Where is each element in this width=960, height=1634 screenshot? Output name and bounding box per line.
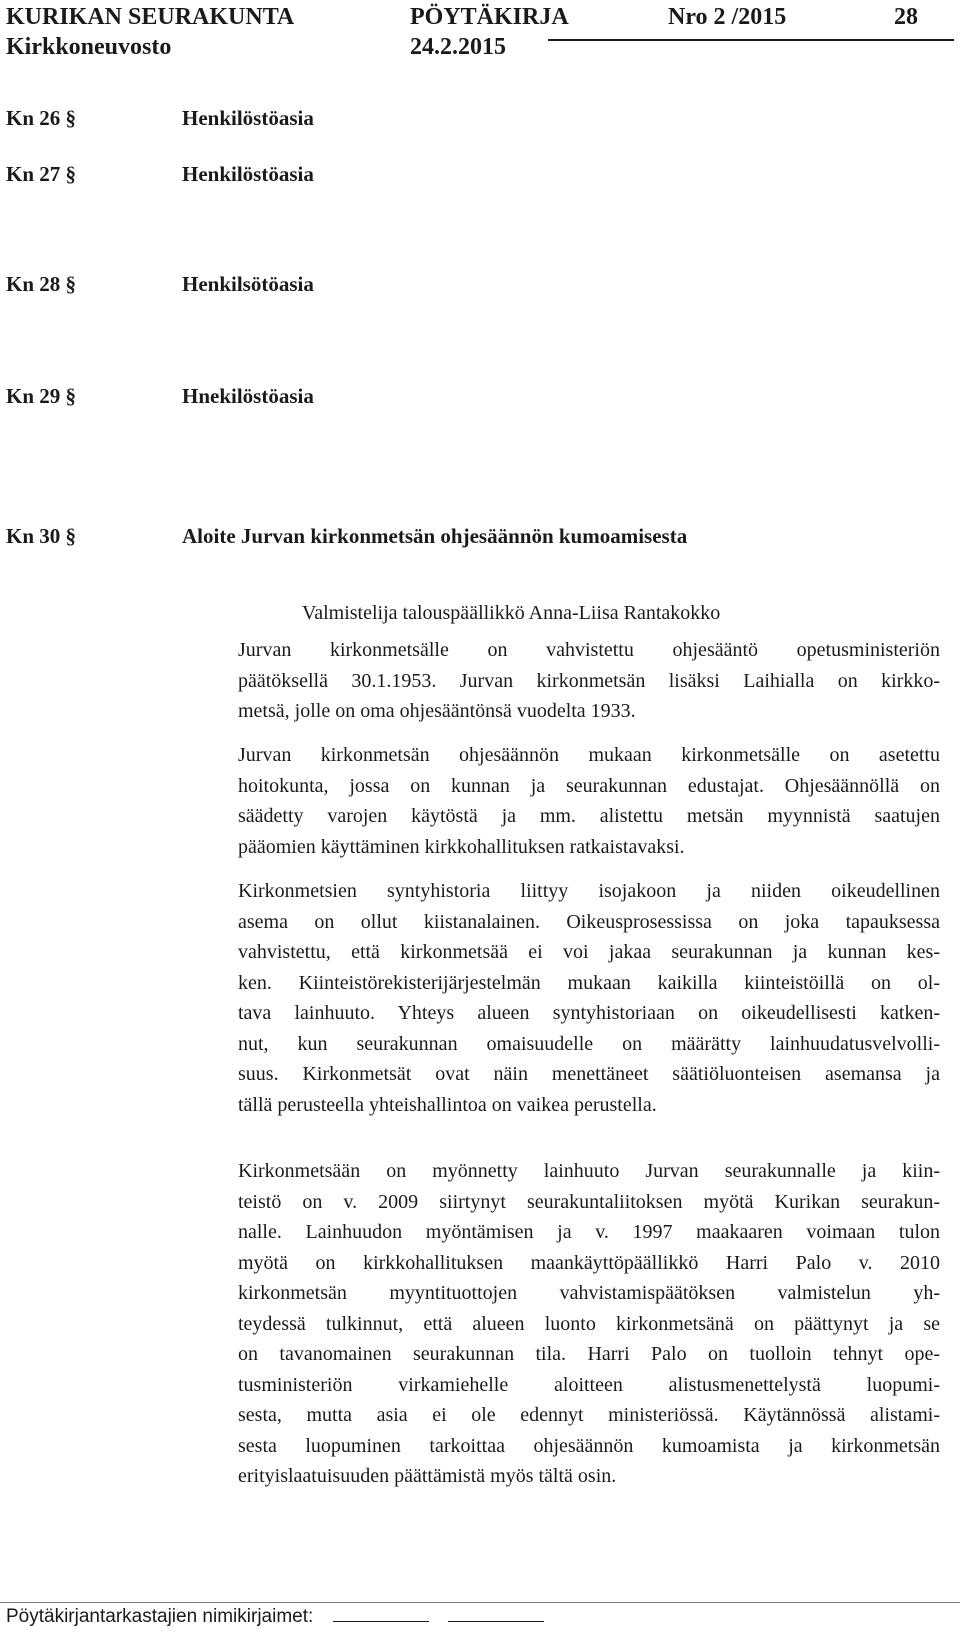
section-number: Kn 30 § [6, 524, 77, 548]
section-number: Kn 28 § [6, 272, 77, 296]
paragraph-line: päätöksellä 30.1.1953. Jurvan kirkonmetsän lisäksi Laihialla on kirkko- [238, 669, 940, 692]
body-paragraph [238, 635, 940, 727]
paragraph-line: vahvistettu, että kirkonmetsää ei voi jakaa seurakunnan ja kunnan kes- [238, 941, 940, 963]
paragraph-line: Kirkonmetsään on myönnetty lainhuuto Jurvan seurakunnalle ja kiin- [238, 1160, 940, 1182]
body-name: Kirkkoneuvosto [6, 34, 172, 60]
paragraph-line: nut, kun seurakunnan omaisuudelle on määrätty lainhuudatusvelvolli- [238, 1032, 940, 1055]
document-type: PÖYTÄKIRJA [410, 4, 569, 30]
paragraph-line: Jurvan kirkonmetsän ohjesäännön mukaan kirkonmetsälle on asetettu [238, 744, 940, 766]
paragraph-line: nalle. Lainhuudon myöntämisen ja v. 1997 maakaaren voimaan tulon [238, 1221, 940, 1243]
paragraph-line: metsä, jolle on oma ohjesääntönsä vuodelta 1933. [238, 700, 636, 722]
footer-rule [0, 1602, 960, 1603]
document-number: Nro 2 /2015 [668, 4, 787, 30]
paragraph-line: hoitokunta, jossa on kunnan ja seurakunnan edustajat. Ohjesäännöllä on [238, 774, 940, 797]
paragraph-line: Jurvan kirkonmetsälle on vahvistettu ohjesääntö opetusministeriön [238, 639, 940, 661]
section-number: Kn 29 § [6, 384, 77, 408]
paragraph-line: erityislaatuisuuden päättämistä myös tältä osin. [238, 1465, 617, 1487]
page-number: 28 [894, 4, 918, 30]
body-paragraph [238, 1156, 940, 1492]
paragraph-line: on tavanomainen seurakunnan tila. Harri Palo on tuolloin tehnyt ope- [238, 1343, 940, 1365]
initials-line-2[interactable] [448, 1605, 544, 1622]
paragraph-line: tava lainhuuto. Yhteys alueen syntyhistoriaan on oikeudellisesti katken- [238, 1002, 940, 1024]
paragraph-line: Kirkonmetsien syntyhistoria liittyy isojakoon ja niiden oikeudellinen [238, 880, 940, 902]
paragraph-line: myötä on kirkkohallituksen maankäyttöpäällikkö Harri Palo v. 2010 [238, 1251, 940, 1274]
paragraph-line: kirkonmetsän myyntituottojen vahvistamispäätöksen valmistelun yh- [238, 1282, 940, 1304]
meeting-date: 24.2.2015 [410, 34, 506, 60]
section-title: Henkilöstöasia [182, 106, 314, 130]
paragraph-line: asema on ollut kiistanalainen. Oikeusprosessissa on joka tapauksessa [238, 910, 940, 933]
body-paragraph [238, 876, 940, 1120]
section-number: Kn 27 § [6, 162, 77, 186]
paragraph-line: tusministeriön virkamiehelle aloitteen alistusmenettelystä luopumi- [238, 1373, 940, 1396]
paragraph-line: tällä perusteella yhteishallintoa on vaikea perustella. [238, 1093, 657, 1116]
footer-label: Pöytäkirjantarkastajien nimikirjaimet: [6, 1606, 314, 1627]
preparer-line: Valmistelija talouspäällikkö Anna-Liisa Rantakokko [302, 602, 721, 624]
paragraph-line: sesta luopuminen tarkoittaa ohjesäännön kumoamista ja kirkonmetsän [238, 1434, 940, 1457]
section-number: Kn 26 § [6, 106, 77, 130]
section-title: Hnekilöstöasia [182, 384, 314, 408]
paragraph-line: teistö on v. 2009 siirtynyt seurakuntaliitoksen myötä Kurikan seurakun- [238, 1190, 940, 1213]
section-title: Henkilöstöasia [182, 162, 314, 186]
initials-line-1[interactable] [333, 1605, 429, 1622]
org-name: KURIKAN SEURAKUNTA [6, 4, 295, 30]
paragraph-line: pääomien käyttäminen kirkkohallituksen ratkaistavaksi. [238, 835, 685, 858]
header-rule [548, 39, 954, 41]
paragraph-line: teydessä tulkinnut, että alueen luonto kirkonmetsänä on päättynyt ja se [238, 1312, 940, 1335]
paragraph-line: ken. Kiinteistörekisterijärjestelmän mukaan kaikilla kiinteistöillä on ol- [238, 971, 940, 994]
paragraph-line: suus. Kirkonmetsät ovat näin menettäneet säätiöluonteisen asemansa ja [238, 1063, 940, 1085]
paragraph-line: sesta, mutta asia ei ole edennyt ministeriössä. Käytännössä alistami- [238, 1404, 940, 1426]
paragraph-line: säädetty varojen käytöstä ja mm. alistettu metsän myynnistä saatujen [238, 805, 940, 827]
section-title: Henkilsötöasia [182, 272, 314, 296]
section-title: Aloite Jurvan kirkonmetsän ohjesäännön kumoamisesta [182, 524, 688, 548]
document-header [6, 4, 954, 64]
body-paragraph [238, 740, 940, 862]
footer [6, 1605, 544, 1628]
